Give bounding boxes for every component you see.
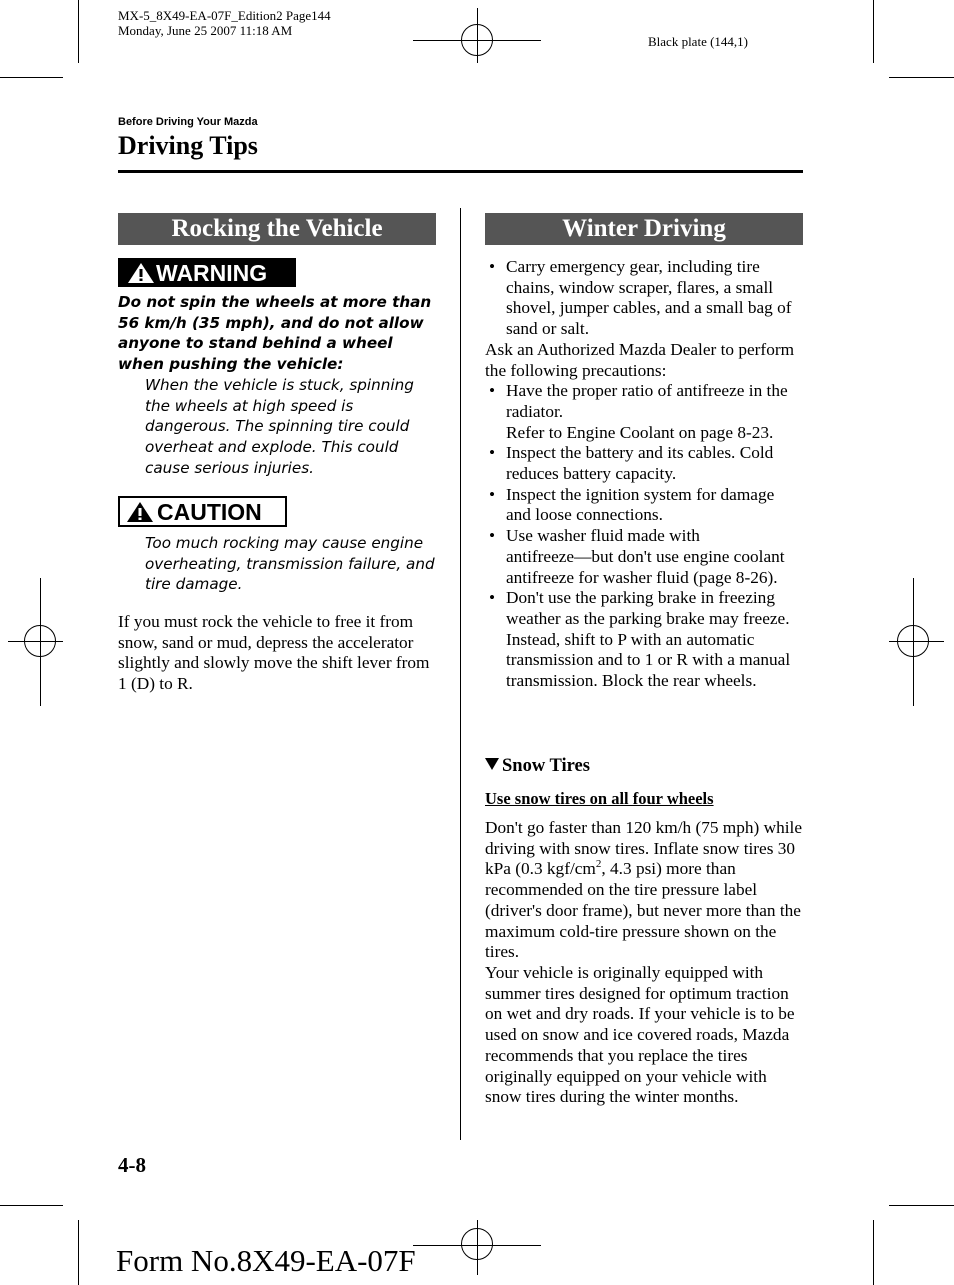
summer-tires-paragraph: Your vehicle is originally equipped with summer tires designed for optimum traction on wet and dry roads. If your vehicle is to be used on snow and ice covered roads, Mazda recommends that you replace the tires originally equipped on your vehicle with snow tires during the winter months. xyxy=(485,963,795,1107)
caution-icon xyxy=(125,500,155,524)
snow-tires-title: Snow Tires xyxy=(502,756,590,776)
winter-driving-content xyxy=(485,257,803,692)
warning-icon xyxy=(126,261,156,285)
list-item: • Don't use the parking brake in freezing weather as the parking brake may freeze. Instead, shift to P with an automatic transmission and to 1 or R with a manual transmission. Block the rear wheels. xyxy=(485,588,803,692)
caution-badge xyxy=(118,496,287,527)
winter-driving-heading: Winter Driving xyxy=(485,213,803,245)
crop-mark xyxy=(0,1205,63,1206)
warning-text: Do not spin the wheels at more than 56 km/h (35 mph), and do not allow anyone to stand behind a wheel when pushing the vehicle: xyxy=(118,293,432,374)
section-title: Before Driving Your Mazda xyxy=(118,116,258,128)
list-item-ref: Refer to Engine Coolant on page 8-23. xyxy=(506,422,774,442)
list-item-text: Have the proper ratio of antifreeze in the radiator. xyxy=(506,381,788,421)
rocking-body-text: If you must rock the vehicle to free it from snow, sand or mud, depress the accelerator slightly and slowly move the shift lever from 1 (D) to R. xyxy=(118,612,430,694)
crop-mark xyxy=(78,0,79,63)
crop-mark xyxy=(873,1220,874,1285)
list-item: • Carry emergency gear, including tire chains, window scraper, flares, a small shovel, jumper cables, and a small bag of sand or salt. xyxy=(485,257,803,340)
snow-text-part: Don't go faster than 120 km/h (75 mph) while driving with snow tires. Inflate snow tires 30 kPa (0.3 kgf/cm xyxy=(485,818,803,879)
dealer-intro: Ask an Authorized Mazda Dealer to perform the following precautions: xyxy=(485,339,795,380)
superscript: 2 xyxy=(595,858,602,871)
triangle-down-icon xyxy=(485,758,499,770)
form-number: Form No.8X49-EA-07F xyxy=(116,1243,416,1278)
snow-text-part: , 4.3 psi) more than recommended on the tire pressure label (driver's door frame), but never more than the maximum cold-tire pressure shown on the tires. xyxy=(485,859,801,962)
list-item xyxy=(485,381,803,443)
column-divider xyxy=(460,208,461,1140)
rocking-vehicle-heading: Rocking the Vehicle xyxy=(118,213,436,245)
crop-mark xyxy=(78,1220,79,1285)
snow-tires-subheading: Use snow tires on all four wheels xyxy=(485,789,714,808)
crop-mark xyxy=(873,0,874,63)
header-rule xyxy=(118,170,803,173)
plate-label: Black plate (144,1) xyxy=(648,34,748,49)
crop-mark xyxy=(0,77,63,78)
chapter-title: Driving Tips xyxy=(118,131,258,160)
warning-badge xyxy=(118,258,296,287)
list-item: • Inspect the battery and its cables. Cold reduces battery capacity. xyxy=(485,443,803,484)
print-job-name: MX-5_8X49-EA-07F_Edition2 Page144 xyxy=(118,8,331,23)
print-date: Monday, June 25 2007 11:18 AM xyxy=(118,23,293,38)
warning-detail: When the vehicle is stuck, spinning the wheels at high speed is dangerous. The spinning tire could overheat and explode. This could cause serious injuries. xyxy=(145,376,414,477)
caution-text: Too much rocking may cause engine overheating, transmission failure, and tire damage. xyxy=(145,534,435,594)
snow-tires-heading xyxy=(485,755,590,777)
crop-mark xyxy=(889,77,954,78)
page-number: 4-8 xyxy=(118,1153,146,1177)
list-item: • Inspect the ignition system for damage and loose connections. xyxy=(485,485,803,526)
caution-label: CAUTION xyxy=(157,499,262,525)
snow-tires-paragraph xyxy=(485,818,803,963)
crop-mark xyxy=(889,1205,954,1206)
warning-label: WARNING xyxy=(156,260,268,286)
list-item: • Use washer fluid made with antifreeze―but don't use engine coolant antifreeze for washer fluid (page 8-26). xyxy=(485,526,803,588)
